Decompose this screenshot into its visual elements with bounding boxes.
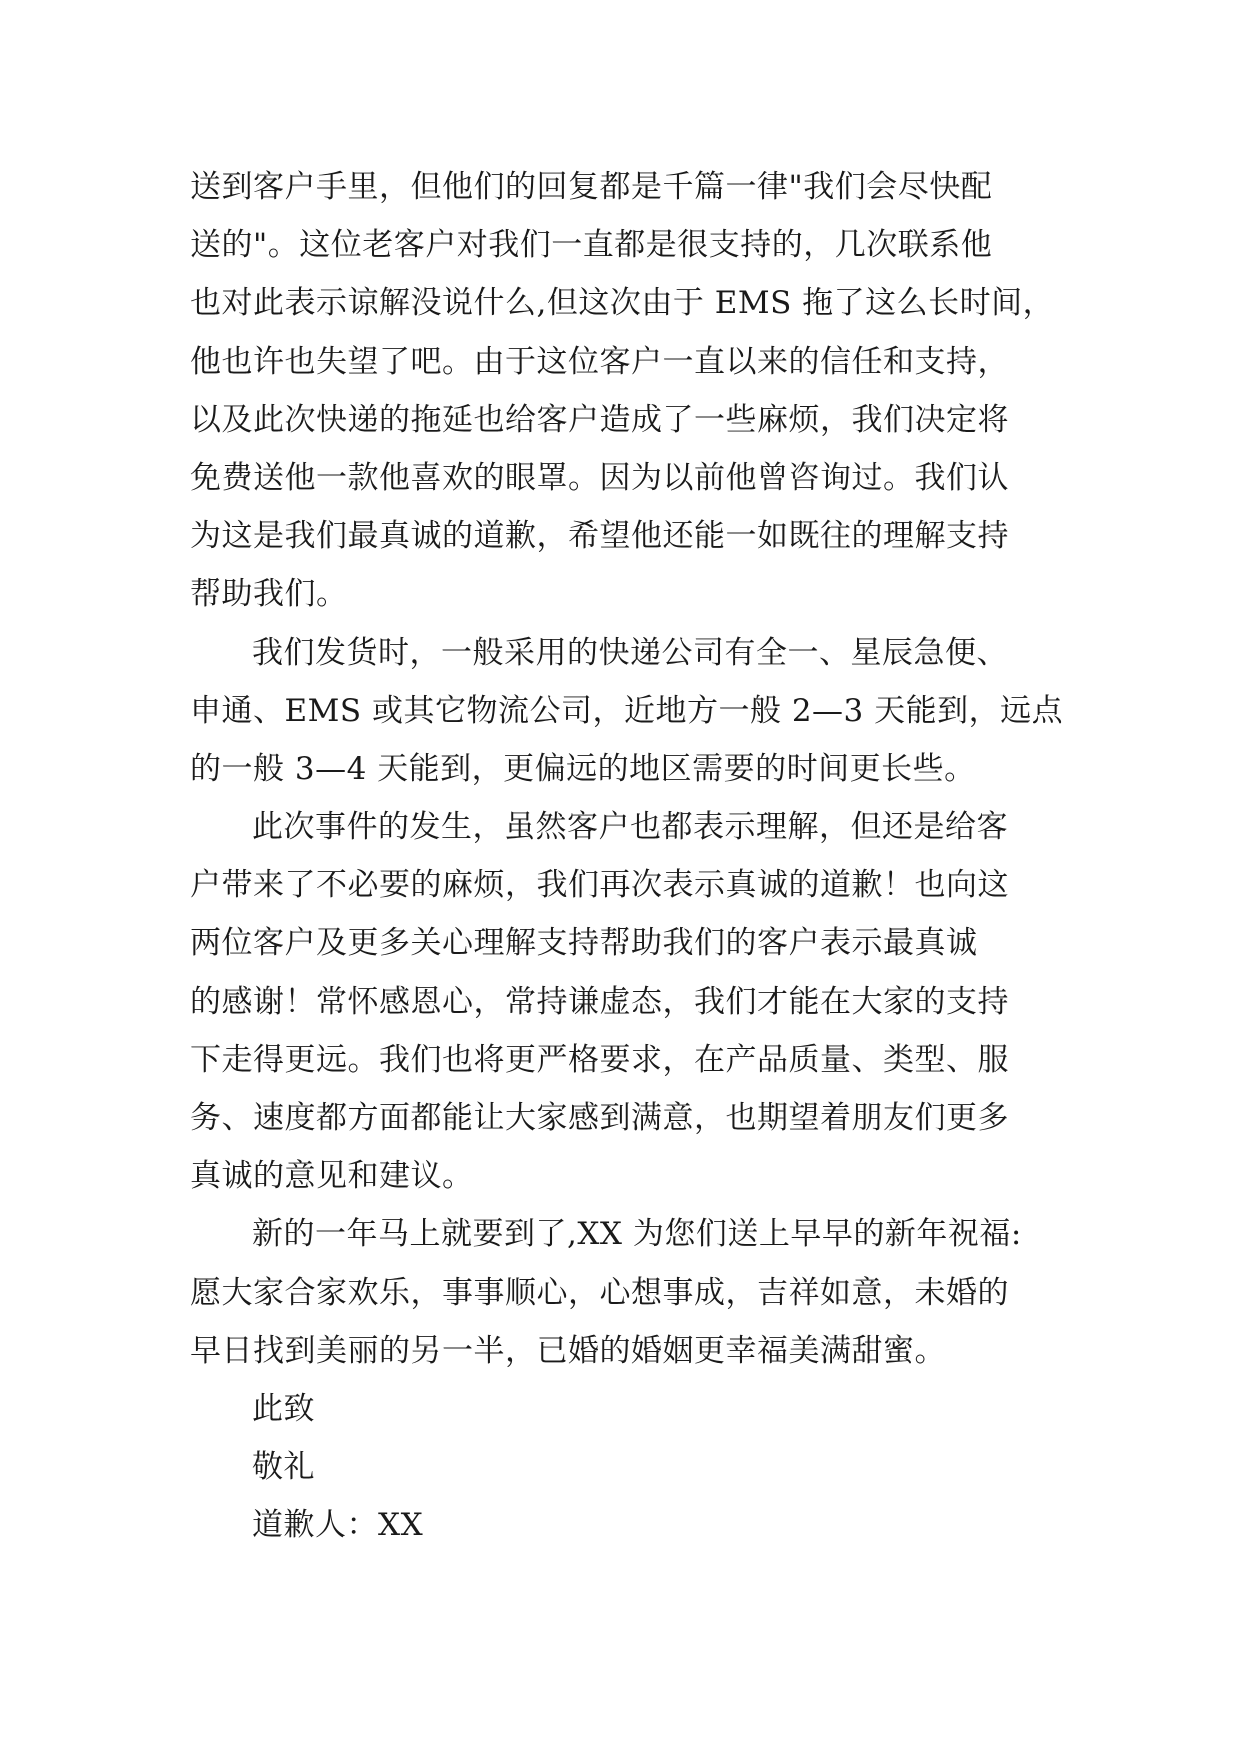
text-line: 他也许也失望了吧。由于这位客户一直以来的信任和支持，	[190, 343, 1009, 380]
text-line: 也对此表示谅解没说什么,但这次由于 EMS 拖了这么长时间，	[190, 285, 1055, 322]
text-line: 真诚的意见和建议。	[190, 1158, 474, 1195]
closing-salutation: 此致	[252, 1390, 315, 1427]
text-line: 两位客户及更多关心理解支持帮助我们的客户表示最真诚	[190, 925, 978, 962]
text-line: 申通、EMS 或其它物流公司，近地方一般 2—3 天能到，远点	[190, 692, 1064, 729]
text-line: 帮助我们。	[190, 576, 348, 613]
text-line: 送到客户手里，但他们的回复都是千篇一律"我们会尽快配	[190, 169, 993, 205]
letter-body	[190, 158, 1064, 1555]
paragraph-start-line: 新的一年马上就要到了,XX 为您们送上早早的新年祝福:	[252, 1216, 1022, 1253]
closing-regards: 敬礼	[252, 1449, 315, 1486]
paragraph-start-line: 此次事件的发生，虽然客户也都表示理解，但还是给客	[252, 809, 1008, 846]
text-line: 下走得更远。我们也将更严格要求，在产品质量、类型、服	[190, 1041, 1009, 1078]
text-line: 送的"。这位老客户对我们一直都是很支持的，几次联系他	[190, 227, 993, 264]
signature-line: 道歉人：XX	[252, 1507, 424, 1544]
text-line: 务、速度都方面都能让大家感到满意，也期望着朋友们更多	[190, 1100, 1009, 1136]
text-line: 的一般 3—4 天能到，更偏远的地区需要的时间更长些。	[190, 750, 976, 787]
paragraph-start-line: 我们发货时，一般采用的快递公司有全一、星辰急便、	[252, 634, 1008, 671]
text-line: 为这是我们最真诚的道歉，希望他还能一如既往的理解支持	[190, 518, 1009, 555]
text-line: 免费送他一款他喜欢的眼罩。因为以前他曾咨询过。我们认	[190, 459, 1009, 496]
text-line: 愿大家合家欢乐，事事顺心，心想事成，吉祥如意，未婚的	[190, 1274, 1009, 1311]
text-line: 早日找到美丽的另一半，已婚的婚姻更幸福美满甜蜜。	[190, 1332, 946, 1369]
text-line: 户带来了不必要的麻烦，我们再次表示真诚的道歉！也向这	[190, 867, 1009, 904]
text-line: 以及此次快递的拖延也给客户造成了一些麻烦，我们决定将	[190, 401, 1009, 438]
text-line: 的感谢！常怀感恩心，常持谦虚态，我们才能在大家的支持	[190, 983, 1009, 1020]
